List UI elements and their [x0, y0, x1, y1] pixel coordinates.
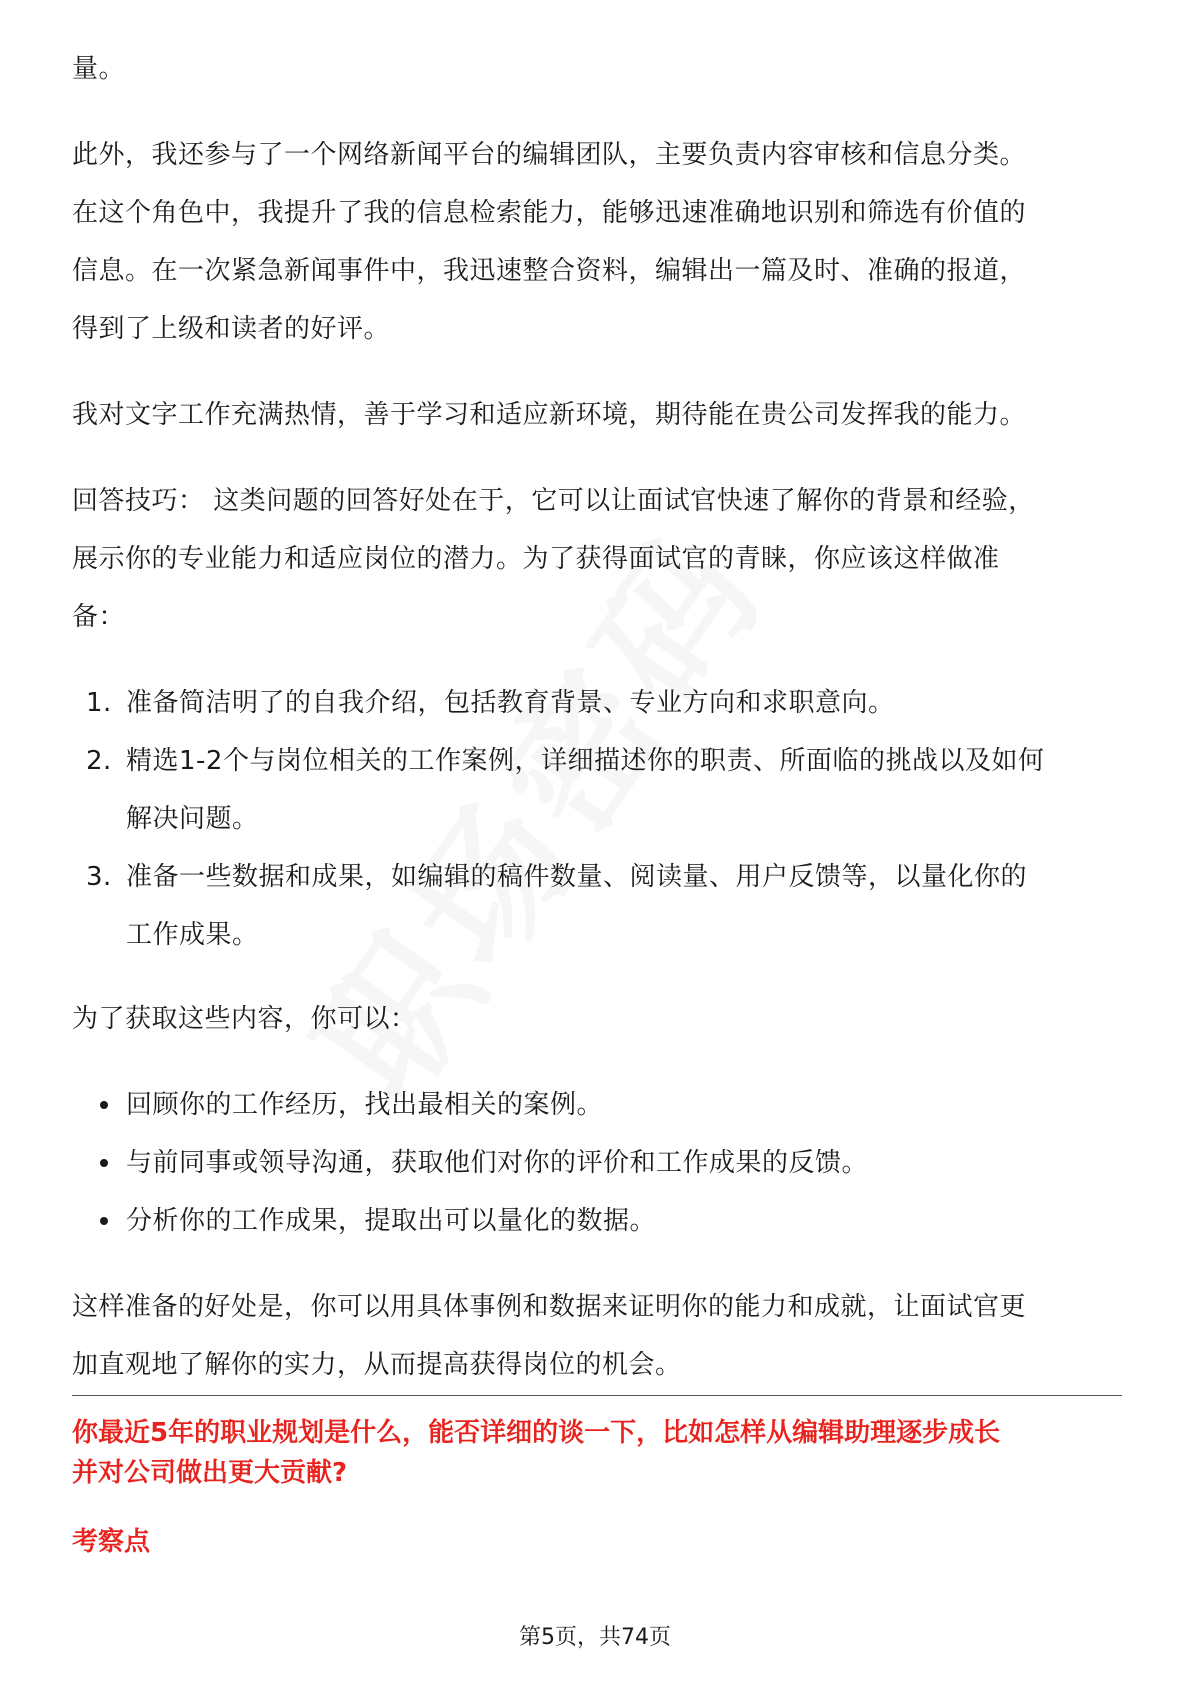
bullet-icon: [100, 1159, 108, 1167]
experience-paragraph: [72, 126, 1122, 358]
numbered-list: [72, 674, 1122, 964]
section-divider: [72, 1395, 1122, 1396]
tips-paragraph: [72, 472, 1122, 646]
list-item-text: 工作成果。: [126, 920, 259, 950]
bullets-intro: 为了获取这些内容，你可以：: [72, 1004, 417, 1034]
text-line: 信息。在一次紧急新闻事件中，我迅速整合资料，编辑出一篇及时、准确的报道，: [72, 256, 1027, 286]
bullet-list: [72, 1076, 1122, 1250]
list-number: 1.: [86, 688, 112, 718]
list-item-text: 回顾你的工作经历，找出最相关的案例。: [126, 1090, 604, 1120]
text-line: 此外，我还参与了一个网络新闻平台的编辑团队，主要负责内容审核和信息分类。: [72, 140, 1027, 170]
text-line: 这样准备的好处是，你可以用具体事例和数据来证明你的能力和成就，让面试官更: [72, 1292, 1027, 1322]
section-label: 考察点: [72, 1527, 151, 1557]
list-item-text: 准备一些数据和成果，如编辑的稿件数量、阅读量、用户反馈等，以量化你的: [126, 862, 1028, 892]
passion-paragraph: 我对文字工作充满热情，善于学习和适应新环境，期待能在贵公司发挥我的能力。: [72, 400, 1027, 430]
text-line: 加直观地了解你的实力，从而提高获得岗位的机会。: [72, 1350, 682, 1380]
next-question-heading: [72, 1413, 1132, 1493]
list-item-text: 准备简洁明了的自我介绍，包括教育背景、专业方向和求职意向。: [126, 688, 895, 718]
question-line: 你最近5年的职业规划是什么，能否详细的谈一下，比如怎样从编辑助理逐步成长: [72, 1418, 1001, 1448]
text-line: 得到了上级和读者的好评。: [72, 314, 391, 344]
list-item: [72, 1076, 1122, 1134]
text-line: 在这个角色中，我提升了我的信息检索能力，能够迅速准确地识别和筛选有价值的: [72, 198, 1027, 228]
closing-paragraph: [72, 1278, 1122, 1394]
continuation-text: 量。: [72, 54, 126, 84]
list-item: [72, 674, 1122, 732]
bullet-icon: [100, 1101, 108, 1109]
text-line: 回答技巧： 这类问题的回答好处在于，它可以让面试官快速了解你的背景和经验，: [72, 486, 1035, 516]
list-number: 2.: [86, 746, 112, 776]
list-number: 3.: [86, 862, 112, 892]
list-item: [72, 732, 1122, 848]
page-indicator: 第5页，共74页: [519, 1625, 671, 1650]
list-item: [72, 848, 1122, 964]
list-item-text: 分析你的工作成果，提取出可以量化的数据。: [126, 1206, 657, 1236]
list-item: [72, 1134, 1122, 1192]
list-item-text: 精选1-2个与岗位相关的工作案例，详细描述你的职责、所面临的挑战以及如何: [126, 746, 1045, 776]
list-item-text: 解决问题。: [126, 804, 259, 834]
question-line: 并对公司做出更大贡献?: [72, 1458, 348, 1488]
list-item: [72, 1192, 1122, 1250]
text-line: 展示你的专业能力和适应岗位的潜力。为了获得面试官的青睐，你应该这样做准: [72, 544, 1000, 574]
list-item-text: 与前同事或领导沟通，获取他们对你的评价和工作成果的反馈。: [126, 1148, 869, 1178]
text-line: 备：: [72, 602, 126, 632]
page-content: [72, 40, 1122, 1422]
bullet-icon: [100, 1217, 108, 1225]
